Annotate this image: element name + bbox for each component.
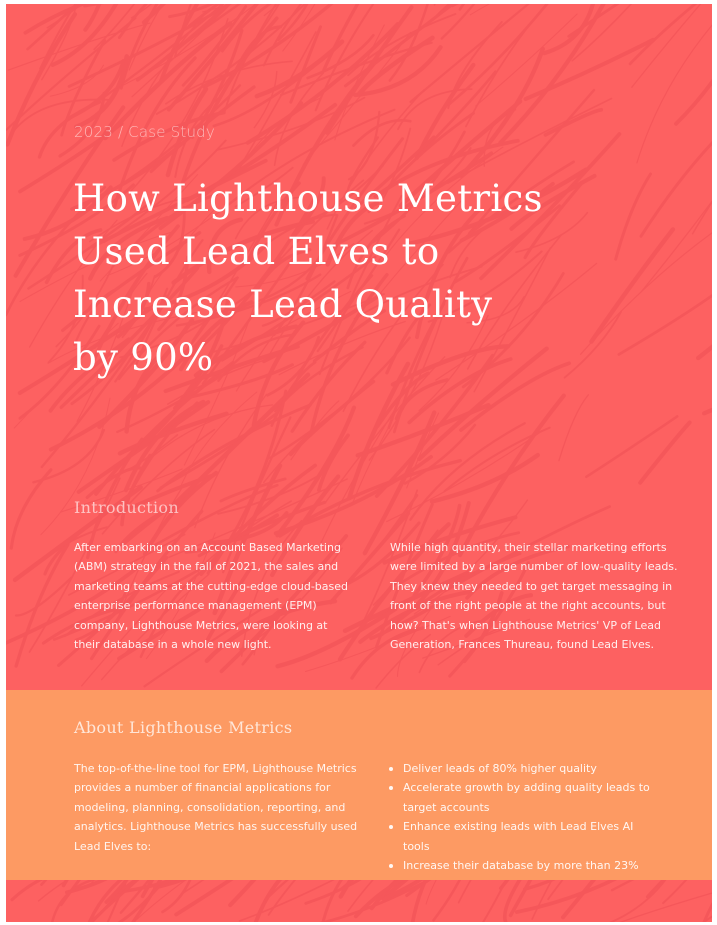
brush-stroke [640, 423, 689, 483]
brush-stroke [11, 470, 51, 548]
brush-stroke [466, 4, 569, 127]
about-bullet-list [389, 759, 659, 875]
list-item: Deliver leads of 80% higher quality [389, 759, 659, 778]
case-study-kicker: 2023 / Case Study [74, 123, 215, 141]
brush-stroke [435, 4, 503, 5]
brush-stroke [581, 221, 712, 354]
brush-stroke [254, 72, 276, 128]
brush-stroke [565, 312, 622, 378]
brush-stroke [586, 416, 677, 476]
case-study-headline: How Lighthouse Metrics Used Lead Elves to Increase Lead Quality by 90% [73, 177, 543, 379]
brush-stroke [470, 4, 586, 15]
brush-stroke [630, 4, 712, 64]
brush-stroke [676, 29, 712, 124]
brush-stroke [592, 882, 712, 922]
introduction-heading: Introduction [74, 498, 179, 517]
brush-stroke [704, 376, 712, 414]
brush-stroke [291, 382, 374, 455]
about-paragraph: The top-of-the-line tool for EPM, Lighthouse Metrics provides a number of financial applications for modeling, planning, consolidation, reporting, and analytics. Lighthouse Metrics has successfully used Lead Elves to: [74, 762, 358, 853]
brush-stroke [616, 174, 651, 259]
brush-stroke [220, 4, 298, 7]
brush-stroke [591, 229, 673, 341]
brush-stroke [442, 4, 528, 39]
brush-stroke [407, 413, 439, 488]
brush-stroke [16, 545, 68, 667]
brush-stroke [500, 4, 605, 143]
brush-stroke [7, 18, 136, 130]
brush-stroke [264, 4, 358, 65]
brush-stroke [559, 395, 589, 461]
list-item: Accelerate growth by adding quality leads to target accounts [389, 778, 659, 817]
introduction-paragraph-right: While high quantity, their stellar marketing efforts were limited by a large number of low-quality leads. They knew they needed to get target messaging in front of the right people at the right accounts, but how? That's when Lighthouse Metrics' VP of Lead Generation, Frances Thureau, found Lead Elves. [390, 541, 678, 652]
list-item: Enhance existing leads with Lead Elves AI tools [389, 817, 659, 856]
case-study-page [6, 4, 712, 922]
introduction-paragraph-left: After embarking on an Account Based Marketing (ABM) strategy in the fall of 2021, the sales and marketing teams at the cutting-edge cloud-based enterprise performance management (EPM) company, Lighthouse Metrics, were looking at their database in a whole new light. [74, 541, 348, 652]
about-heading: About Lighthouse Metrics [74, 718, 293, 737]
brush-stroke [16, 578, 71, 616]
list-item: Increase their database by more than 23% [389, 856, 659, 875]
